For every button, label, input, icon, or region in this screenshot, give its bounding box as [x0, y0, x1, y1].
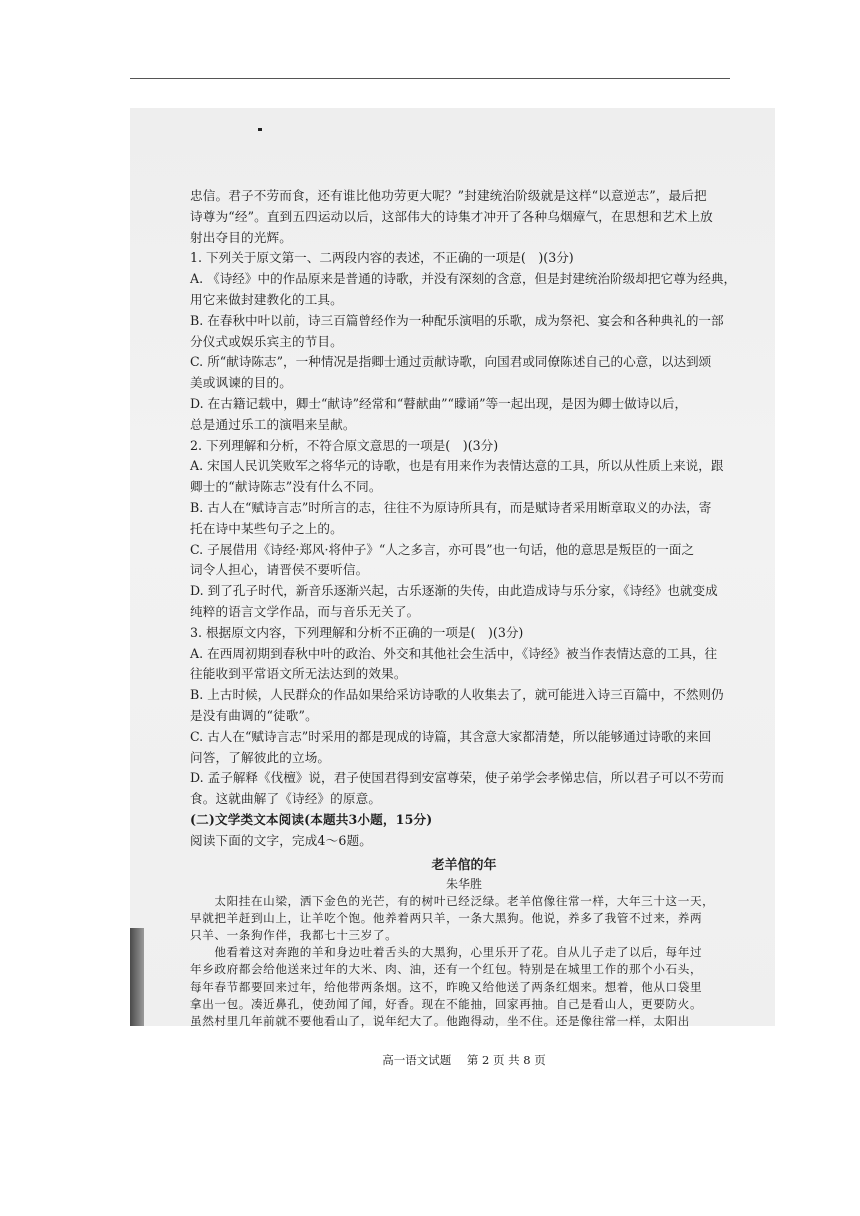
page-content	[190, 186, 738, 1067]
option-line: 卿士的“献诗陈志”没有什么不同。	[190, 479, 382, 495]
text-line: 射出夺目的光辉。	[190, 229, 292, 245]
footer-page-number: 第 2 页 共 8 页	[466, 1053, 546, 1067]
option-line: 总是通过乐工的演唱来呈献。	[190, 416, 356, 432]
footer-subject: 高一语文试题	[382, 1053, 452, 1067]
option-line: 用它来做封建教化的工具。	[190, 291, 343, 307]
text-line: 诗尊为“经”。直到五四运动以后，这部伟大的诗集才冲开了各种乌烟瘴气，在思想和艺术上放	[190, 208, 713, 224]
option-line: 词令人担心，请晋侯不要听信。	[190, 562, 369, 578]
option-line: 托在诗中某些句子之上的。	[190, 520, 343, 536]
reading-instruction: 阅读下面的文字，完成4～6题。	[190, 832, 372, 848]
option-line: 食。这就曲解了《诗经》的原意。	[190, 791, 382, 807]
option-line: B. 在春秋中叶以前，诗三百篇曾经作为一种配乐演唱的乐歌，成为祭祀、宴会和各种典礼的一部	[190, 312, 724, 328]
option-line: A. 宋国人民讥笑败军之将华元的诗歌，也是有用来作为表情达意的工具，所以从性质上来说，跟	[190, 458, 724, 474]
option-line: B. 古人在“赋诗言志”时所言的志，往往不为原诗所具有，而是赋诗者采用断章取义的办法，寄	[190, 499, 712, 515]
story-author: 朱华胜	[445, 876, 482, 891]
option-line: A. 《诗经》中的作品原来是普通的诗歌，并没有深刻的含意，但是封建统治阶级却把它尊为经典，	[190, 271, 737, 287]
option-line: C. 所“献诗陈志”，一种情况是指卿士通过贡献诗歌，向国君或同僚陈述自己的心意，以达到颂	[190, 354, 712, 370]
story-line: 每年春节都要回来过年，给他带两条烟。这不，昨晚又给他送了两条红烟来。想着，他从口袋里	[190, 979, 703, 994]
section-heading: (二)文学类文本阅读(本题共3小题，15分)	[190, 811, 433, 827]
option-line: D. 到了孔子时代，新音乐逐渐兴起，古乐逐渐的失传，由此造成诗与乐分家，《诗经》也就变成	[190, 583, 718, 599]
top-rule	[130, 78, 730, 79]
story-line: 虽然村里几年前就不要他看山了，说年纪大了。他跑得动，坐不住。还是像往常一样，太阳出	[190, 1013, 690, 1028]
story-line: 年乡政府都会给他送来过年的大米、肉、油，还有一个红包。特别是在城里工作的那个小石头，	[190, 962, 703, 977]
option-line: 纯粹的语言文学作品，而与音乐无关了。	[190, 603, 420, 619]
question-3: 3. 根据原文内容，下列理解和分析不正确的一项是( )(3分)	[190, 624, 524, 640]
option-line: D. 在古籍记载中，卿士“献诗”经常和“瞽献曲”“矇诵”等一起出现，是因为卿士做诗以后，	[190, 395, 688, 411]
story-title: 老羊倌的年	[431, 857, 497, 873]
option-line: 分仪式或娱乐宾主的节目。	[190, 333, 343, 349]
text-line: 忠信。君子不劳而食，还有谁比他功劳更大呢？”封建统治阶级就是这样“以意逆志”，最后把	[190, 188, 707, 203]
option-line: C. 古人在“赋诗言志”时采用的都是现成的诗篇，其含意大家都清楚，所以能够通过诗歌的来回	[190, 728, 712, 744]
scan-speck	[258, 128, 262, 131]
option-line: C. 子展借用《诗经·郑风·将仲子》“人之多言，亦可畏”也一句话，他的意思是叛臣的一面之	[190, 541, 695, 557]
option-line: D. 孟子解释《伐檀》说，君子使国君得到安富尊荣，使子弟学会孝悌忠信，所以君子可以不劳而	[190, 770, 724, 786]
option-line: 往能收到平常语文所无法达到的效果。	[190, 666, 407, 682]
scanned-page	[130, 108, 775, 1067]
option-line: A. 在西周初期到春秋中叶的政治、外交和其他社会生活中，《诗经》被当作表情达意的工具，往	[190, 645, 718, 661]
story-line: 早就把羊赶到山上，让羊吃个饱。他养着两只羊，一条大黑狗。他说，养多了我管不过来，养两	[190, 910, 703, 925]
story-line: 拿出一包。凑近鼻孔，使劲闻了闻，好香。现在不能抽，回家再抽。自己是看山人，更要防火。	[190, 996, 703, 1011]
option-line: 是没有曲调的“徒歌”。	[190, 707, 318, 723]
story-line: 太阳挂在山梁，洒下金色的光芒，有的树叶已经泛绿。老羊倌像往常一样，大年三十这一天，	[190, 893, 715, 908]
story-line: 他看着这对奔跑的羊和身边吐着舌头的大黑狗，心里乐开了花。自从儿子走了以后，每年过	[190, 945, 703, 960]
story-line: 只羊、一条狗作伴，我都七十三岁了。	[190, 927, 398, 942]
question-1: 1. 下列关于原文第一、二两段内容的表述，不正确的一项是( )(3分)	[190, 250, 574, 266]
page-footer	[190, 1052, 738, 1068]
option-line: 问答，了解彼此的立场。	[190, 749, 331, 765]
option-line: 美或讽谏的目的。	[190, 375, 292, 391]
option-line: B. 上古时候，人民群众的作品如果给采访诗歌的人收集去了，就可能进入诗三百篇中，不然则仍	[190, 687, 724, 703]
question-2: 2. 下列理解和分析，不符合原文意思的一项是( )(3分)	[190, 437, 499, 453]
